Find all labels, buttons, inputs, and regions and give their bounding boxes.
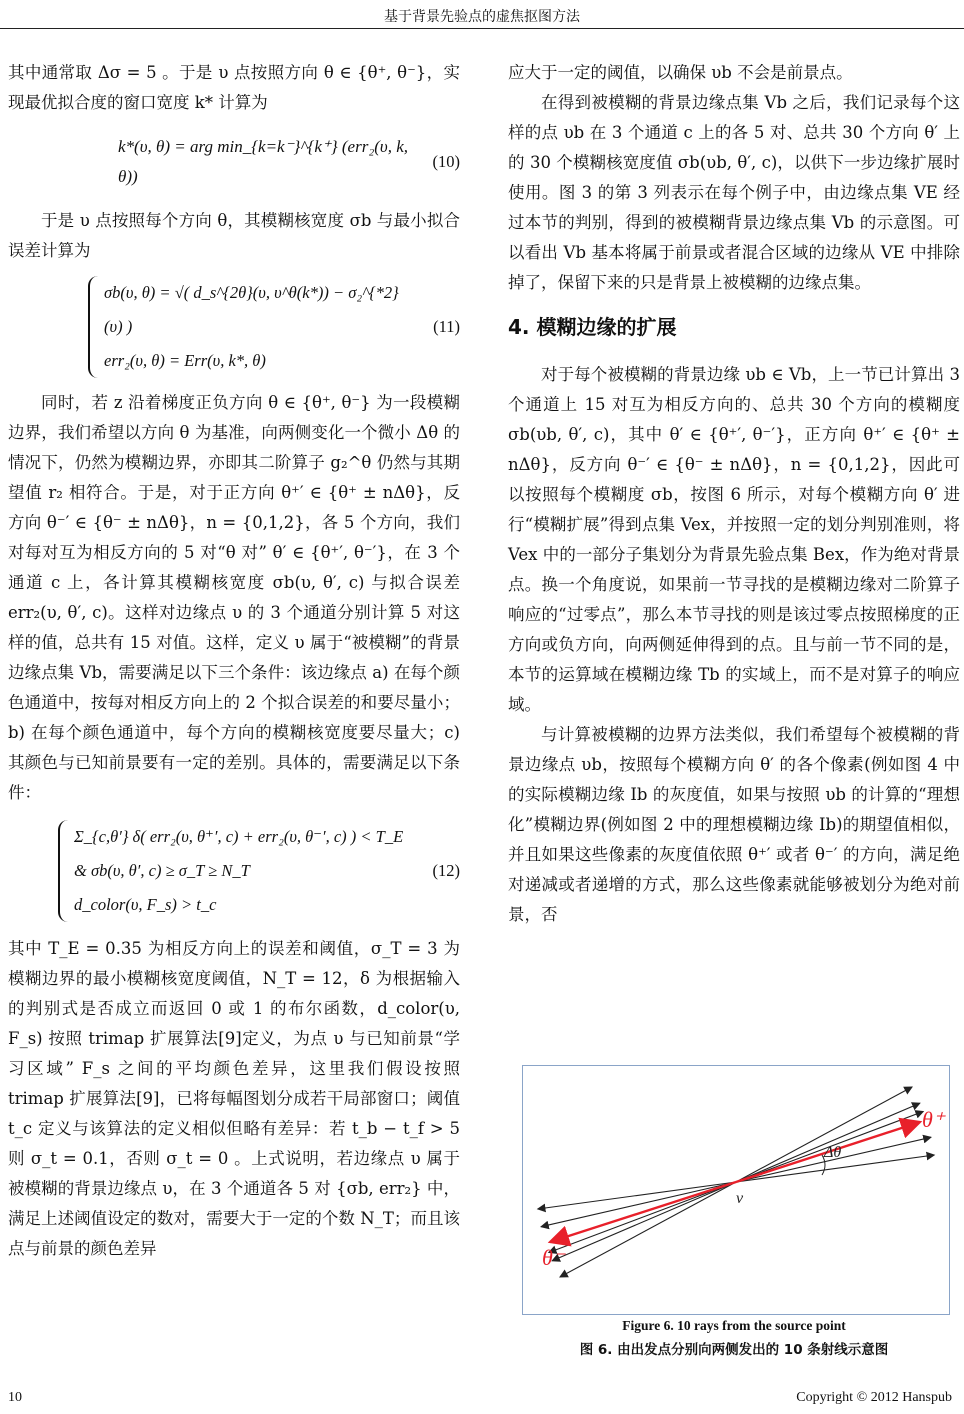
left-paragraph-1: 其中通常取 Δσ = 5 。于是 υ 点按照方向 θ ∈ {θ⁺, θ⁻}，实现最优拟合度的窗口宽度 k* 计算为 (8, 63, 460, 112)
equation-10-number: (10) (432, 152, 460, 171)
figure-caption-chinese: 图 6. 由出发点分别向两侧发出的 10 条射线示意图 (579, 1342, 889, 1358)
equation-11 (8, 276, 460, 378)
right-paragraph-1: 应大于一定的阈值，以确保 υb 不会是前景点。 (508, 63, 853, 82)
equation-11-brace (88, 276, 410, 378)
left-paragraph-4: 其中 T_E = 0.35 为相反方向上的误差和阈值，σ_T = 3 为模糊边界的最小模糊核宽度阈值，N_T = 12，δ 为根据输入的判别式是否成立而返回 0 或 1 的布尔函数，d_color(υ, F_s) 按照 trimap 扩展算法[9]定义，为点 υ 与已知前景“学习区域” F_s 之间的平均颜色差异，这里我们假设按照 trimap 扩展算法[9]，已将每幅图划分成若干局部窗口；阈值 t_c 定义与该算法的定义相似但略有差异：若 t_b − t_f > 5 则 σ_t = 0.1，否则 σ_t = 0 。上式说明，若边缘点 υ 属于被模糊的背景边缘点 υ，在 3 个通道各 5 对 {σb, err₂} 中，满足上述阈值设定的数对，需要大于一定的个数 N_T；而且该点与前景的颜色差异 (8, 939, 460, 1258)
theta-minus-label: θ⁻ (542, 1245, 565, 1270)
equation-12-line-3: d_color(υ, F_s) > t_c (74, 895, 217, 914)
header-rule (0, 28, 964, 29)
source-point-label: v (736, 1190, 744, 1207)
equation-10-body: k*(υ, θ) = arg min_{k=k⁻}^{k⁺} (err₂(υ, k, θ)) (118, 137, 409, 186)
equation-12-line-1: Σ_{c,θ′} δ( err₂(υ, θ⁺′, c) + err₂(υ, θ⁻′, c) ) < T_E (74, 827, 404, 846)
equation-12-line-2: & σb(υ, θ′, c) ≥ σ_T ≥ N_T (74, 861, 250, 880)
section-4-title: 4. 模糊边缘的扩展 (508, 315, 677, 339)
copyright-notice: Copyright © 2012 Hanspub (796, 1390, 952, 1405)
equation-11-number: (11) (433, 317, 460, 336)
equation-11-line-2: err₂(υ, θ) = Err(υ, k*, θ) (104, 351, 266, 370)
equation-11-line-1: σb(υ, θ) = √( d_s^{2θ}(υ, υ^θ(k*)) − σ₂^{*2}(υ) ) (104, 283, 399, 336)
equation-12 (8, 820, 460, 922)
equation-10 (8, 132, 460, 192)
right-paragraph-3: 对于每个被模糊的背景边缘 υb ∈ Vb，上一节已计算出 3 个通道上 15 对互为相反方向的、总共 30 个方向的模糊度 σb(υb, θ′, c)，其中 θ′ ∈ {θ⁺′, θ⁻′}，正方向 θ⁺′ ∈ {θ⁺ ± nΔθ}，反方向 θ⁻′ ∈ {θ⁻ ± nΔθ}，n = {0,1,2}，因此可以按照每个模糊度 σb，按图 6 所示，对每个模糊方向 θ′ 进行“模糊扩展”得到点集 Vex，并按照一定的划分判别准则，将 Vex 中的一部分子集划分为背景先验点集 Bex，作为绝对背景点。换一个角度说，如果前一节寻找的是模糊边缘对二阶算子响应的“过零点”，那么本节寻找的则是该过零点按照梯度的正方向或负方向，向两侧延伸得到的点。且与前一节不同的是，本节的运算域在模糊边缘 Tb 的实域上，而不是对算子的响应域。 (508, 365, 960, 714)
page-number: 10 (8, 1390, 22, 1405)
right-paragraph-2: 在得到被模糊的背景边缘点集 Vb 之后，我们记录每个这样的点 υb 在 3 个通道 c 上的各 5 对、总共 30 个方向 θ′ 上的 30 个模糊核宽度值 σb(υb, θ′, c)，以供下一步边缘扩展时使用。图 3 的第 3 列表示在每个例子中，由边缘点集 VE 经过本节的判别，得到的被模糊背景边缘点集 Vb 的示意图。可以看出 Vb 基本将属于前景或者混合区域的边缘从 VE 中排除掉了，保留下来的只是背景上被模糊的边缘点集。 (508, 93, 960, 292)
delta-theta-label: Δθ (824, 1144, 842, 1161)
equation-12-brace (58, 820, 410, 922)
right-paragraph-4: 与计算被模糊的边界方法类似，我们希望每个被模糊的背景边缘点 υb，按照每个模糊方向 θ′ 的各个像素(例如图 4 中的实际模糊边缘 Ib 的灰度值，如果与按照 υb 的计算的“理想化”模糊边界(例如图 2 中的理想模糊边缘 Ib)的期望值相似，并且如果这些像素的灰度值依照 θ⁺′ 或者 θ⁻′ 的方向，满足绝对递减或者递增的方式，那么这些像素就能够被划分为绝对前景，否 (508, 725, 960, 924)
right-column (508, 58, 960, 930)
figure-6 (522, 1065, 950, 1315)
left-paragraph-2: 于是 υ 点按照每个方向 θ，其模糊核宽度 σb 与最小拟合误差计算为 (8, 211, 460, 260)
figure-6-diagram (522, 1065, 950, 1315)
theta-plus-label: θ⁺ (922, 1107, 945, 1132)
running-head-title: 基于背景先验点的虚焦抠图方法 (384, 9, 580, 25)
left-paragraph-3: 同时，若 z 沿着梯度正负方向 θ ∈ {θ⁺, θ⁻} 为一段模糊边界，我们希望以方向 θ 为基准，向两侧变化一个微小 Δθ 的情况下，仍然为模糊边界，亦即其二阶算子 g₂^θ 仍然与其期望值 r₂ 相符合。于是，对于正方向 θ⁺′ ∈ {θ⁺ ± nΔθ}，反方向 θ⁻′ ∈ {θ⁻ ± nΔθ}，n = {0,1,2}，各 5 个方向，我们对每对互为相反方向的 5 对“θ 对” θ′ ∈ {θ⁺′, θ⁻′}，在 3 个通道 c 上，各计算其模糊核宽度 σb(υ, θ′, c) 与拟合误差 err₂(υ, θ′, c)。这样对边缘点 υ 的 3 个通道分别计算 5 对这样的值，总共有 15 对值。这样，定义 υ 属于“被模糊”的背景边缘点集 Vb，需要满足以下三个条件：该边缘点 a) 在每个颜色通道中，按每对相反方向上的 2 个拟合误差的和要尽量小；b) 在每个颜色通道中，每个方向的模糊核宽度要尽量大；c) 其颜色与已知前景要有一定的差别。具体的，需要满足以下条件： (8, 393, 460, 802)
figure-caption-english: Figure 6. 10 rays from the source point (622, 1318, 846, 1333)
left-column (8, 58, 460, 1264)
equation-12-number: (12) (432, 861, 460, 880)
